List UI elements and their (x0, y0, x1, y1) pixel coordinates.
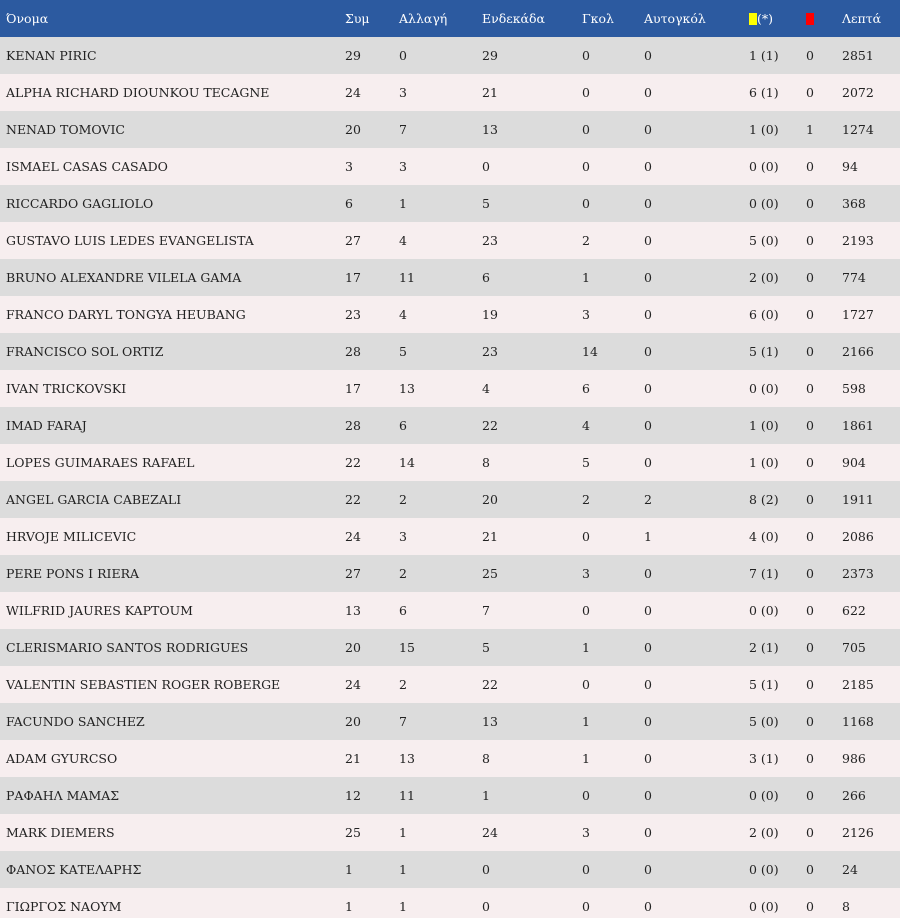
own-goals-cell: 0 (644, 122, 652, 137)
subs-cell: 2 (399, 566, 407, 581)
apps-cell: 27 (345, 566, 361, 581)
player-name-cell[interactable]: BRUNO ALEXANDRE VILELA GAMA (6, 270, 242, 285)
col-header-red-cards[interactable] (806, 0, 842, 37)
yellow-cards-cell: 5 (0) (749, 714, 779, 729)
red-cards-cell: 0 (806, 85, 814, 100)
apps-cell: 20 (345, 714, 361, 729)
own-goals-cell: 0 (644, 825, 652, 840)
subs-cell: 13 (399, 381, 415, 396)
table-row (0, 888, 900, 918)
starts-cell: 0 (482, 899, 490, 914)
player-name-cell[interactable]: CLERISMARIO SANTOS RODRIGUES (6, 640, 249, 655)
starts-cell: 13 (482, 714, 498, 729)
player-name-cell[interactable]: ANGEL GARCIA CABEZALI (6, 492, 182, 507)
minutes-cell: 2851 (842, 48, 874, 63)
goals-cell: 4 (582, 418, 590, 433)
red-cards-cell: 0 (806, 751, 814, 766)
player-name-cell[interactable]: ISMAEL CASAS CASADO (6, 159, 168, 174)
table-row (0, 74, 900, 111)
minutes-cell: 2072 (842, 85, 874, 100)
minutes-cell: 1168 (842, 714, 874, 729)
own-goals-cell: 1 (644, 529, 652, 544)
starts-cell: 5 (482, 196, 490, 211)
table-row (0, 37, 900, 74)
player-name-cell[interactable]: VALENTIN SEBASTIEN ROGER ROBERGE (6, 677, 281, 692)
yellow-card-icon (749, 13, 757, 25)
subs-cell: 11 (399, 788, 415, 803)
table-row (0, 111, 900, 148)
red-cards-cell: 0 (806, 492, 814, 507)
table-row (0, 185, 900, 222)
own-goals-cell: 0 (644, 381, 652, 396)
col-header-name[interactable]: Όνομα (6, 11, 49, 26)
own-goals-cell: 0 (644, 307, 652, 322)
table-row (0, 592, 900, 629)
apps-cell: 24 (345, 85, 361, 100)
yellow-cards-cell: 3 (1) (749, 751, 779, 766)
apps-cell: 29 (345, 48, 361, 63)
own-goals-cell: 0 (644, 418, 652, 433)
minutes-cell: 2185 (842, 677, 874, 692)
player-name-cell[interactable]: ADAM GYURCSO (6, 751, 118, 766)
table-row (0, 370, 900, 407)
red-cards-cell: 0 (806, 196, 814, 211)
red-cards-cell: 0 (806, 307, 814, 322)
red-cards-cell: 0 (806, 455, 814, 470)
red-cards-cell: 0 (806, 344, 814, 359)
player-name-cell[interactable]: FRANCO DARYL TONGYA HEUBANG (6, 307, 246, 322)
minutes-cell: 2373 (842, 566, 874, 581)
player-name-cell[interactable]: KENAN PIRIC (6, 48, 97, 63)
own-goals-cell: 0 (644, 48, 652, 63)
player-name-cell[interactable]: ΓΙΩΡΓΟΣ ΝΑΟΥΜ (6, 899, 122, 914)
table-row (0, 222, 900, 259)
goals-cell: 6 (582, 381, 590, 396)
own-goals-cell: 0 (644, 85, 652, 100)
goals-cell: 2 (582, 492, 590, 507)
yellow-cards-cell: 6 (1) (749, 85, 779, 100)
col-header-apps[interactable]: Συμ (345, 11, 370, 26)
starts-cell: 4 (482, 381, 490, 396)
minutes-cell: 904 (842, 455, 866, 470)
goals-cell: 14 (582, 344, 598, 359)
starts-cell: 8 (482, 455, 490, 470)
minutes-cell: 2126 (842, 825, 874, 840)
goals-cell: 3 (582, 825, 590, 840)
table-header-row (0, 0, 900, 37)
table-row (0, 555, 900, 592)
subs-cell: 11 (399, 270, 415, 285)
red-cards-cell: 0 (806, 714, 814, 729)
table-row (0, 481, 900, 518)
own-goals-cell: 0 (644, 233, 652, 248)
own-goals-cell: 2 (644, 492, 652, 507)
red-cards-cell: 0 (806, 381, 814, 396)
starts-cell: 29 (482, 48, 498, 63)
own-goals-cell: 0 (644, 899, 652, 914)
apps-cell: 1 (345, 899, 353, 914)
starts-cell: 6 (482, 270, 490, 285)
subs-cell: 4 (399, 307, 407, 322)
minutes-cell: 266 (842, 788, 866, 803)
own-goals-cell: 0 (644, 455, 652, 470)
starts-cell: 24 (482, 825, 498, 840)
goals-cell: 0 (582, 862, 590, 877)
table-row (0, 851, 900, 888)
player-name-cell[interactable]: WILFRID JAURES KAPTOUM (6, 603, 193, 618)
starts-cell: 1 (482, 788, 490, 803)
yellow-cards-cell: 0 (0) (749, 862, 779, 877)
subs-cell: 3 (399, 159, 407, 174)
subs-cell: 1 (399, 825, 407, 840)
table-row (0, 333, 900, 370)
starts-cell: 23 (482, 233, 498, 248)
apps-cell: 27 (345, 233, 361, 248)
starts-cell: 25 (482, 566, 498, 581)
starts-cell: 21 (482, 85, 498, 100)
player-name-cell[interactable]: MARK DIEMERS (6, 825, 115, 840)
red-cards-cell: 0 (806, 603, 814, 618)
goals-cell: 3 (582, 307, 590, 322)
subs-cell: 1 (399, 899, 407, 914)
minutes-cell: 986 (842, 751, 866, 766)
player-name-cell[interactable]: LOPES GUIMARAES RAFAEL (6, 455, 195, 470)
own-goals-cell: 0 (644, 640, 652, 655)
apps-cell: 17 (345, 270, 361, 285)
col-header-starts[interactable]: Ενδεκάδα (482, 11, 545, 26)
table-row (0, 518, 900, 555)
player-name-cell[interactable]: RICCARDO GAGLIOLO (6, 196, 154, 211)
table-row (0, 296, 900, 333)
own-goals-cell: 0 (644, 788, 652, 803)
yellow-cards-cell: 7 (1) (749, 566, 779, 581)
subs-cell: 15 (399, 640, 415, 655)
minutes-cell: 1911 (842, 492, 874, 507)
minutes-cell: 1861 (842, 418, 874, 433)
apps-cell: 24 (345, 529, 361, 544)
yellow-cards-cell: 2 (1) (749, 640, 779, 655)
yellow-cards-cell: 5 (1) (749, 677, 779, 692)
goals-cell: 0 (582, 85, 590, 100)
goals-cell: 0 (582, 122, 590, 137)
yellow-cards-cell: 1 (0) (749, 455, 779, 470)
goals-cell: 0 (582, 603, 590, 618)
col-header-goals[interactable]: Γκολ (582, 11, 614, 26)
apps-cell: 3 (345, 159, 353, 174)
yellow-suffix: (*) (757, 11, 774, 26)
apps-cell: 28 (345, 418, 361, 433)
starts-cell: 23 (482, 344, 498, 359)
yellow-cards-cell: 5 (0) (749, 233, 779, 248)
table-row (0, 148, 900, 185)
goals-cell: 0 (582, 159, 590, 174)
apps-cell: 20 (345, 640, 361, 655)
subs-cell: 3 (399, 529, 407, 544)
red-cards-cell: 0 (806, 566, 814, 581)
own-goals-cell: 0 (644, 344, 652, 359)
goals-cell: 3 (582, 566, 590, 581)
yellow-cards-cell: 1 (0) (749, 122, 779, 137)
table-row (0, 259, 900, 296)
apps-cell: 23 (345, 307, 361, 322)
minutes-cell: 622 (842, 603, 866, 618)
subs-cell: 1 (399, 862, 407, 877)
starts-cell: 7 (482, 603, 490, 618)
yellow-cards-cell: 0 (0) (749, 381, 779, 396)
table-row (0, 777, 900, 814)
minutes-cell: 24 (842, 862, 858, 877)
player-name-cell[interactable]: HRVOJE MILICEVIC (6, 529, 137, 544)
subs-cell: 7 (399, 714, 407, 729)
own-goals-cell: 0 (644, 566, 652, 581)
subs-cell: 7 (399, 122, 407, 137)
starts-cell: 0 (482, 862, 490, 877)
red-cards-cell: 0 (806, 899, 814, 914)
subs-cell: 2 (399, 677, 407, 692)
starts-cell: 8 (482, 751, 490, 766)
table-row (0, 629, 900, 666)
apps-cell: 1 (345, 862, 353, 877)
player-name-cell[interactable]: PERE PONS I RIERA (6, 566, 140, 581)
starts-cell: 5 (482, 640, 490, 655)
apps-cell: 13 (345, 603, 361, 618)
minutes-cell: 2086 (842, 529, 874, 544)
red-cards-cell: 0 (806, 640, 814, 655)
red-cards-cell: 0 (806, 233, 814, 248)
goals-cell: 1 (582, 751, 590, 766)
subs-cell: 5 (399, 344, 407, 359)
player-name-cell[interactable]: ΦΑΝΟΣ ΚΑΤΕΛΑΡΗΣ (6, 862, 142, 877)
red-cards-cell: 0 (806, 529, 814, 544)
col-header-subs[interactable]: Αλλαγή (399, 11, 448, 26)
minutes-cell: 2166 (842, 344, 874, 359)
minutes-cell: 94 (842, 159, 858, 174)
apps-cell: 17 (345, 381, 361, 396)
yellow-cards-cell: 0 (0) (749, 159, 779, 174)
goals-cell: 1 (582, 270, 590, 285)
subs-cell: 1 (399, 196, 407, 211)
starts-cell: 0 (482, 159, 490, 174)
goals-cell: 0 (582, 899, 590, 914)
own-goals-cell: 0 (644, 714, 652, 729)
minutes-cell: 1274 (842, 122, 874, 137)
subs-cell: 6 (399, 418, 407, 433)
minutes-cell: 2193 (842, 233, 874, 248)
apps-cell: 22 (345, 455, 361, 470)
red-cards-cell: 0 (806, 159, 814, 174)
yellow-cards-cell: 0 (0) (749, 788, 779, 803)
own-goals-cell: 0 (644, 196, 652, 211)
minutes-cell: 8 (842, 899, 850, 914)
minutes-cell: 1727 (842, 307, 874, 322)
red-cards-cell: 0 (806, 677, 814, 692)
yellow-cards-cell: 0 (0) (749, 603, 779, 618)
apps-cell: 21 (345, 751, 361, 766)
goals-cell: 0 (582, 48, 590, 63)
apps-cell: 28 (345, 344, 361, 359)
table-row (0, 703, 900, 740)
player-name-cell[interactable]: ALPHA RICHARD DIOUNKOU TECAGNE (6, 85, 270, 100)
goals-cell: 0 (582, 196, 590, 211)
own-goals-cell: 0 (644, 677, 652, 692)
col-header-minutes[interactable]: Λεπτά (842, 11, 882, 26)
table-row (0, 740, 900, 777)
goals-cell: 1 (582, 640, 590, 655)
apps-cell: 24 (345, 677, 361, 692)
minutes-cell: 774 (842, 270, 866, 285)
starts-cell: 22 (482, 677, 498, 692)
player-name-cell[interactable]: GUSTAVO LUIS LEDES EVANGELISTA (6, 233, 254, 248)
player-name-cell[interactable]: ΡΑΦΑΗΛ ΜΑΜΑΣ (6, 788, 120, 803)
player-name-cell[interactable]: FACUNDO SANCHEZ (6, 714, 145, 729)
goals-cell: 5 (582, 455, 590, 470)
yellow-cards-cell: 2 (0) (749, 825, 779, 840)
apps-cell: 12 (345, 788, 361, 803)
player-name-cell[interactable]: IVAN TRICKOVSKI (6, 381, 127, 396)
goals-cell: 0 (582, 788, 590, 803)
apps-cell: 20 (345, 122, 361, 137)
player-name-cell[interactable]: FRANCISCO SOL ORTIZ (6, 344, 164, 359)
goals-cell: 0 (582, 529, 590, 544)
red-cards-cell: 0 (806, 270, 814, 285)
subs-cell: 2 (399, 492, 407, 507)
starts-cell: 20 (482, 492, 498, 507)
table-row (0, 814, 900, 851)
subs-cell: 0 (399, 48, 407, 63)
col-header-yellow-cards[interactable] (749, 0, 806, 37)
player-name-cell[interactable]: IMAD FARAJ (6, 418, 87, 433)
minutes-cell: 368 (842, 196, 866, 211)
apps-cell: 22 (345, 492, 361, 507)
own-goals-cell: 0 (644, 270, 652, 285)
table-row (0, 666, 900, 703)
minutes-cell: 598 (842, 381, 866, 396)
table-row (0, 444, 900, 481)
table-row (0, 407, 900, 444)
goals-cell: 0 (582, 677, 590, 692)
yellow-cards-cell: 2 (0) (749, 270, 779, 285)
starts-cell: 19 (482, 307, 498, 322)
yellow-cards-cell: 1 (1) (749, 48, 779, 63)
player-name-cell[interactable]: NENAD TOMOVIC (6, 122, 125, 137)
starts-cell: 22 (482, 418, 498, 433)
subs-cell: 4 (399, 233, 407, 248)
own-goals-cell: 0 (644, 159, 652, 174)
red-cards-cell: 0 (806, 48, 814, 63)
red-cards-cell: 1 (806, 122, 814, 137)
table-body (0, 37, 900, 918)
yellow-cards-cell: 0 (0) (749, 196, 779, 211)
apps-cell: 6 (345, 196, 353, 211)
yellow-cards-cell: 8 (2) (749, 492, 779, 507)
red-cards-cell: 0 (806, 418, 814, 433)
yellow-cards-cell: 6 (0) (749, 307, 779, 322)
own-goals-cell: 0 (644, 862, 652, 877)
red-cards-cell: 0 (806, 825, 814, 840)
subs-cell: 6 (399, 603, 407, 618)
yellow-cards-cell: 0 (0) (749, 899, 779, 914)
starts-cell: 13 (482, 122, 498, 137)
subs-cell: 14 (399, 455, 415, 470)
yellow-cards-cell: 4 (0) (749, 529, 779, 544)
yellow-cards-cell: 1 (0) (749, 418, 779, 433)
apps-cell: 25 (345, 825, 361, 840)
subs-cell: 13 (399, 751, 415, 766)
red-card-icon (806, 13, 814, 25)
red-cards-cell: 0 (806, 788, 814, 803)
minutes-cell: 705 (842, 640, 866, 655)
yellow-cards-cell: 5 (1) (749, 344, 779, 359)
starts-cell: 21 (482, 529, 498, 544)
goals-cell: 2 (582, 233, 590, 248)
goals-cell: 1 (582, 714, 590, 729)
red-cards-cell: 0 (806, 862, 814, 877)
own-goals-cell: 0 (644, 751, 652, 766)
col-header-own-goals[interactable]: Αυτογκόλ (644, 11, 706, 26)
own-goals-cell: 0 (644, 603, 652, 618)
subs-cell: 3 (399, 85, 407, 100)
